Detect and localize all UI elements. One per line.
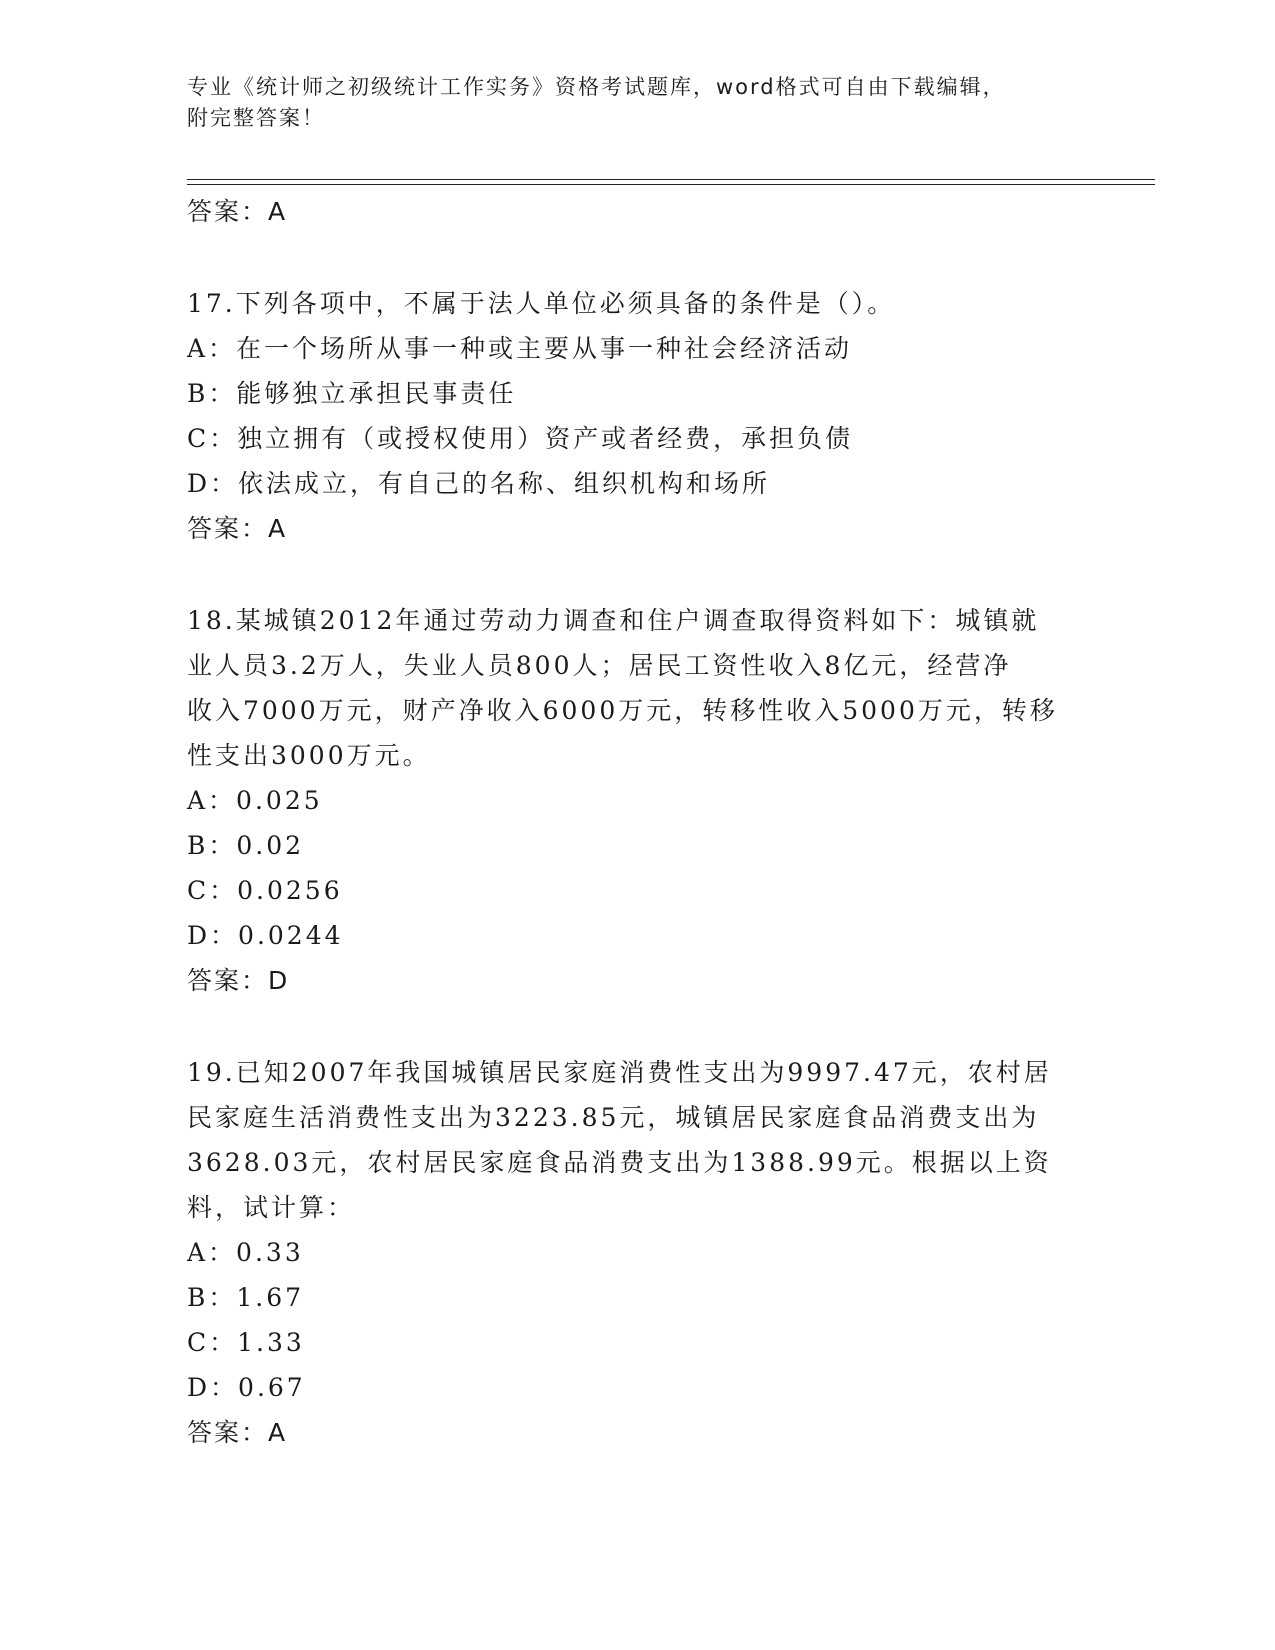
question-text-line: 业人员3.2万人，失业人员800人；居民工资性收入8亿元，经营净 (187, 651, 1012, 680)
question-19 (187, 1050, 1087, 1455)
option-b: B：0.02 (187, 831, 305, 860)
option-c: C：独立拥有（或授权使用）资产或者经费，承担负债 (187, 424, 854, 453)
question-text-line: 3628.03元，农村居民家庭食品消费支出为1388.99元。根据以上资 (187, 1148, 1052, 1177)
question-list (187, 189, 1087, 1455)
question-text-line: 18.某城镇2012年通过劳动力调查和住户调查取得资料如下：城镇就 (187, 606, 1040, 635)
option-a: A：0.33 (187, 1238, 304, 1267)
header-line-2: 附完整答案！ (187, 106, 325, 130)
answer-previous: 答案：A (187, 197, 288, 226)
option-d: D：依法成立，有自己的名称、组织机构和场所 (187, 469, 771, 498)
option-b: B：1.67 (187, 1283, 305, 1312)
question-text-line: 性支出3000万元。 (187, 741, 431, 770)
option-b: B：能够独立承担民事责任 (187, 379, 517, 408)
answer: 答案：D (187, 966, 290, 995)
question-text-line: 料，试计算： (187, 1193, 356, 1222)
question-text: 17.下列各项中，不属于法人单位必须具备的条件是（）。 (187, 289, 896, 318)
question-text-line: 收入7000万元，财产净收入6000万元，转移性收入5000万元，转移 (187, 696, 1058, 725)
option-c: C：1.33 (187, 1328, 305, 1357)
header-divider-bottom (187, 184, 1155, 185)
header-divider-top (187, 179, 1155, 180)
question-18 (187, 598, 1087, 1003)
option-c: C：0.0256 (187, 876, 343, 905)
option-d: D：0.0244 (187, 921, 344, 950)
option-d: D：0.67 (187, 1373, 306, 1402)
question-17 (187, 281, 1087, 551)
header-line-1: 专业《统计师之初级统计工作实务》资格考试题库，word格式可自由下载编辑， (187, 75, 1006, 99)
answer: 答案：A (187, 514, 288, 543)
question-text-line: 民家庭生活消费性支出为3223.85元，城镇居民家庭食品消费支出为 (187, 1103, 1040, 1132)
option-a: A：0.025 (187, 786, 323, 815)
question-text-line: 19.已知2007年我国城镇居民家庭消费性支出为9997.47元，农村居 (187, 1058, 1052, 1087)
document-header (187, 72, 1087, 134)
answer: 答案：A (187, 1418, 288, 1447)
option-a: A：在一个场所从事一种或主要从事一种社会经济活动 (187, 334, 853, 363)
